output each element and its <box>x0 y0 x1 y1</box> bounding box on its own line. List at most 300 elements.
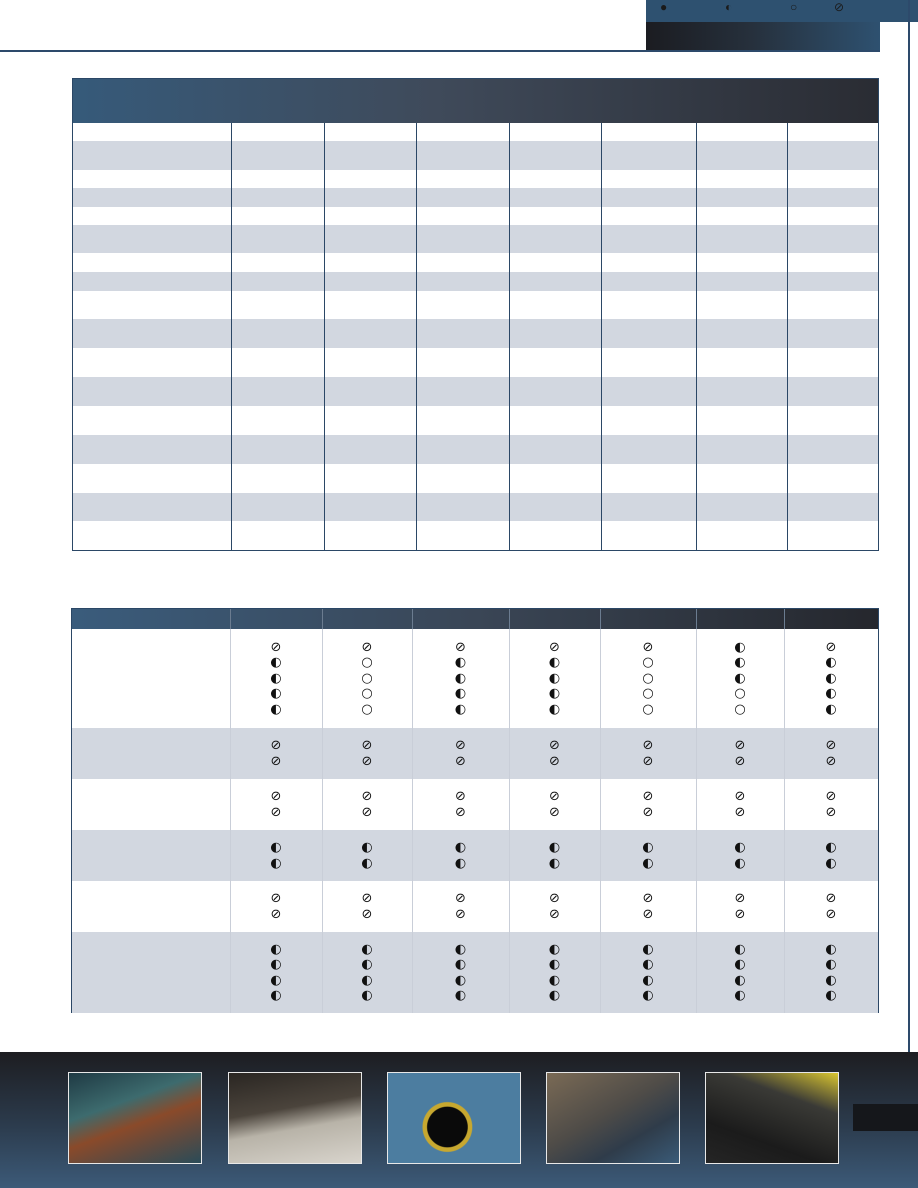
header-cell <box>324 79 416 123</box>
header-divider <box>696 609 697 629</box>
half-circle-icon: ◐ <box>548 957 561 972</box>
column-divider <box>600 629 601 1013</box>
empty-circle-icon: ○ <box>361 670 373 686</box>
empty-circle-icon: ○ <box>790 0 798 14</box>
table-row <box>73 435 878 464</box>
table-cell <box>231 253 324 272</box>
half-circle-icon: ◐ <box>270 686 282 702</box>
table-cell <box>787 253 878 272</box>
compatibility-row <box>72 881 878 932</box>
table-row <box>73 493 878 521</box>
table-cell <box>696 207 787 225</box>
compatibility-table-header <box>72 609 878 629</box>
compatibility-row <box>72 779 878 830</box>
half-circle-icon: ◐ <box>734 855 746 871</box>
table-row <box>73 406 878 435</box>
half-circle-icon: ◐ <box>270 701 282 717</box>
compatibility-row <box>72 728 878 779</box>
table-cell <box>509 493 601 521</box>
rating-cell <box>695 789 785 820</box>
table-cell <box>787 435 878 464</box>
table-cell <box>509 406 601 435</box>
not-recommended-icon: ⊘ <box>834 0 845 14</box>
table-cell <box>509 348 601 377</box>
header-divider <box>230 609 231 629</box>
table-cell <box>231 141 324 170</box>
table-cell <box>509 377 601 406</box>
not-recommended-icon: ⊘ <box>549 906 560 922</box>
half-circle-icon: ◐ <box>454 701 467 717</box>
half-circle-icon: ◐ <box>825 701 837 717</box>
rating-cell <box>322 640 412 718</box>
header-cell <box>696 79 787 123</box>
half-circle-icon: ◐ <box>825 988 837 1003</box>
table-cell <box>231 291 324 319</box>
table-cell <box>696 291 787 319</box>
table-cell <box>509 141 601 170</box>
table-cell <box>73 170 231 188</box>
table-cell <box>416 291 509 319</box>
rating-cell <box>786 840 876 871</box>
table-cell <box>696 464 787 493</box>
table-cell <box>601 272 696 291</box>
photo-metal-seam <box>68 1072 202 1164</box>
table-cell <box>231 123 324 141</box>
table-cell <box>696 123 787 141</box>
footer-photo-strip <box>0 1052 918 1188</box>
table-cell <box>416 188 509 207</box>
rating-cell <box>416 789 506 820</box>
half-circle-icon: ◐ <box>454 670 467 686</box>
table-cell <box>73 493 231 521</box>
column-divider <box>412 629 413 1013</box>
half-circle-icon: ◐ <box>825 840 837 855</box>
half-circle-icon: ◐ <box>454 655 467 671</box>
table-cell <box>324 291 416 319</box>
empty-circle-icon: ○ <box>361 655 373 671</box>
table-cell <box>787 123 878 141</box>
half-circle-icon: ◐ <box>270 957 282 972</box>
header-bar <box>646 22 880 50</box>
table-row <box>73 123 878 141</box>
rating-cell <box>231 738 321 769</box>
table-cell <box>231 319 324 348</box>
table-cell <box>324 348 416 377</box>
empty-circle-icon: ○ <box>734 701 746 717</box>
header-cell <box>73 79 231 123</box>
table-cell <box>696 493 787 521</box>
table-cell <box>231 348 324 377</box>
table-cell <box>73 464 231 493</box>
rating-cell <box>510 942 600 1004</box>
table-cell <box>601 123 696 141</box>
table-cell <box>416 272 509 291</box>
table-row <box>73 319 878 348</box>
not-recommended-icon: ⊘ <box>825 891 837 906</box>
half-circle-icon: ◐ <box>642 957 654 972</box>
table-cell <box>787 188 878 207</box>
table-cell <box>416 435 509 464</box>
rating-cell <box>695 942 785 1004</box>
table-cell <box>416 319 509 348</box>
column-divider <box>784 629 785 1013</box>
rating-cell <box>510 891 600 922</box>
table-cell <box>73 291 231 319</box>
not-recommended-icon: ⊘ <box>361 753 373 769</box>
header-divider <box>600 609 601 629</box>
half-circle-icon: ◐ <box>454 686 467 702</box>
table-cell <box>324 123 416 141</box>
table-cell <box>787 319 878 348</box>
empty-circle-icon: ○ <box>642 686 654 702</box>
table-cell <box>324 435 416 464</box>
table-cell <box>416 141 509 170</box>
table-cell <box>696 188 787 207</box>
not-recommended-icon: ⊘ <box>361 738 373 753</box>
not-recommended-icon: ⊘ <box>734 906 746 922</box>
half-circle-icon: ◐ <box>361 840 373 855</box>
rating-cell <box>786 738 876 769</box>
compatibility-table <box>71 608 879 1013</box>
table-cell <box>73 225 231 253</box>
rating-cell <box>231 891 321 922</box>
rating-cell <box>416 640 506 718</box>
table-cell <box>416 207 509 225</box>
compatibility-row <box>72 830 878 881</box>
empty-circle-icon: ○ <box>642 670 654 686</box>
half-circle-icon: ◐ <box>454 941 467 957</box>
table-cell <box>324 253 416 272</box>
half-circle-icon: ◐ <box>642 855 654 871</box>
not-recommended-icon: ⊘ <box>642 753 654 769</box>
not-recommended-icon: ⊘ <box>270 753 282 769</box>
table-cell <box>416 253 509 272</box>
table-cell <box>509 319 601 348</box>
column-divider <box>231 123 232 550</box>
rating-cell <box>322 789 412 820</box>
table-cell <box>324 319 416 348</box>
half-circle-icon: ◐ <box>454 972 467 988</box>
not-recommended-icon: ⊘ <box>361 804 373 820</box>
not-recommended-icon: ⊘ <box>455 753 466 769</box>
half-circle-icon: ◐ <box>270 655 282 671</box>
table-cell <box>509 435 601 464</box>
table-cell <box>324 464 416 493</box>
not-recommended-icon: ⊘ <box>642 639 654 655</box>
half-circle-icon: ◐ <box>825 972 837 988</box>
half-circle-icon: ◐ <box>734 941 746 957</box>
table-cell <box>696 348 787 377</box>
photo-caulk-gun <box>228 1072 362 1164</box>
table-cell <box>231 170 324 188</box>
table-cell <box>231 225 324 253</box>
table-cell <box>696 319 787 348</box>
half-circle-icon: ◐ <box>361 957 373 972</box>
table-cell <box>787 225 878 253</box>
table-cell <box>509 170 601 188</box>
not-recommended-icon: ⊘ <box>549 639 560 655</box>
table-cell <box>601 493 696 521</box>
column-divider <box>787 123 788 550</box>
not-recommended-icon: ⊘ <box>825 639 837 655</box>
half-circle-icon: ◐ <box>642 840 654 855</box>
half-circle-icon: ◐ <box>734 639 746 655</box>
table-cell <box>231 207 324 225</box>
not-recommended-icon: ⊘ <box>455 639 466 655</box>
table-row <box>73 291 878 319</box>
table-cell <box>696 225 787 253</box>
specifications-table <box>72 78 879 551</box>
not-recommended-icon: ⊘ <box>549 753 560 769</box>
rating-cell <box>695 738 785 769</box>
not-recommended-icon: ⊘ <box>549 804 560 820</box>
table-cell <box>231 464 324 493</box>
table-cell <box>231 377 324 406</box>
half-circle-icon: ◐ <box>361 988 373 1003</box>
column-divider <box>601 123 602 550</box>
rating-cell <box>231 942 321 1004</box>
header-tab <box>646 0 918 22</box>
table-cell <box>324 493 416 521</box>
table-cell <box>324 272 416 291</box>
not-recommended-icon: ⊘ <box>734 891 746 906</box>
rating-cell <box>695 891 785 922</box>
table-cell <box>509 291 601 319</box>
table-cell <box>324 207 416 225</box>
half-circle-icon: ◐ <box>548 670 561 686</box>
right-rail <box>908 0 910 1114</box>
half-circle-icon: ◐ <box>825 941 837 957</box>
table-cell <box>787 141 878 170</box>
table-cell <box>601 170 696 188</box>
rating-cell <box>786 891 876 922</box>
not-recommended-icon: ⊘ <box>734 738 746 753</box>
half-circle-icon: ◐ <box>454 855 467 871</box>
table-row <box>73 464 878 493</box>
table-cell <box>787 291 878 319</box>
not-recommended-icon: ⊘ <box>642 738 654 753</box>
half-circle-icon: ◐ <box>454 988 467 1003</box>
half-circle-icon: ◐ <box>825 855 837 871</box>
not-recommended-icon: ⊘ <box>455 891 466 906</box>
table-cell <box>324 406 416 435</box>
table-cell <box>73 253 231 272</box>
not-recommended-icon: ⊘ <box>734 804 746 820</box>
not-recommended-icon: ⊘ <box>270 738 282 753</box>
rating-cell <box>322 942 412 1004</box>
table-cell <box>509 464 601 493</box>
half-circle-icon: ◐ <box>454 957 467 972</box>
table-cell <box>601 253 696 272</box>
table-row <box>73 207 878 225</box>
table-cell <box>696 435 787 464</box>
not-recommended-icon: ⊘ <box>825 753 837 769</box>
not-recommended-icon: ⊘ <box>361 789 373 804</box>
table-cell <box>73 377 231 406</box>
rating-cell <box>695 640 785 718</box>
table-cell <box>601 319 696 348</box>
column-divider <box>509 629 510 1013</box>
not-recommended-icon: ⊘ <box>642 906 654 922</box>
column-divider <box>509 123 510 550</box>
half-circle-icon: ◐ <box>270 855 282 871</box>
not-recommended-icon: ⊘ <box>455 789 466 804</box>
table-row <box>73 188 878 207</box>
header-cell <box>416 79 509 123</box>
header-cell <box>787 79 878 123</box>
table-cell <box>416 493 509 521</box>
table-cell <box>231 272 324 291</box>
compatibility-row <box>72 932 878 1013</box>
table-row <box>73 170 878 188</box>
photo-brush-application <box>705 1072 839 1164</box>
table-cell <box>601 207 696 225</box>
half-circle-icon: ◐ <box>825 957 837 972</box>
table-cell <box>787 272 878 291</box>
table-cell <box>787 348 878 377</box>
not-recommended-icon: ⊘ <box>642 789 654 804</box>
table-cell <box>509 207 601 225</box>
half-circle-icon: ◐ <box>548 972 561 988</box>
table-cell <box>324 170 416 188</box>
table-cell <box>787 406 878 435</box>
table-row <box>73 253 878 272</box>
table-cell <box>696 406 787 435</box>
rating-cell <box>322 891 412 922</box>
not-recommended-icon: ⊘ <box>825 789 837 804</box>
photo-drain-sealing <box>387 1072 521 1164</box>
header-cell <box>231 79 324 123</box>
not-recommended-icon: ⊘ <box>642 804 654 820</box>
table-row <box>73 348 878 377</box>
table-cell <box>509 123 601 141</box>
table-cell <box>787 464 878 493</box>
table-cell <box>601 225 696 253</box>
not-recommended-icon: ⊘ <box>825 738 837 753</box>
not-recommended-icon: ⊘ <box>734 789 746 804</box>
table-cell <box>601 141 696 170</box>
table-cell <box>787 493 878 521</box>
rating-cell <box>510 738 600 769</box>
table-cell <box>73 207 231 225</box>
half-circle-icon: ◐ <box>454 840 467 855</box>
table-cell <box>73 123 231 141</box>
rating-cell <box>603 738 693 769</box>
table-cell <box>324 225 416 253</box>
half-circle-icon: ◐ <box>548 686 561 702</box>
half-circle-icon: ◐ <box>270 988 282 1003</box>
half-circle-icon: ◐ <box>270 941 282 957</box>
not-recommended-icon: ⊘ <box>361 891 373 906</box>
table-cell <box>509 225 601 253</box>
header-divider <box>322 609 323 629</box>
table-cell <box>416 123 509 141</box>
table-cell <box>696 377 787 406</box>
header-divider <box>509 609 510 629</box>
not-recommended-icon: ⊘ <box>549 891 560 906</box>
table-cell <box>787 207 878 225</box>
empty-circle-icon: ○ <box>361 686 373 702</box>
not-recommended-icon: ⊘ <box>825 804 837 820</box>
half-circle-icon: ◐ <box>734 655 746 671</box>
rating-cell <box>416 840 506 871</box>
photo-trowel-application <box>546 1072 680 1164</box>
table-cell <box>696 141 787 170</box>
not-recommended-icon: ⊘ <box>825 906 837 922</box>
not-recommended-icon: ⊘ <box>734 753 746 769</box>
not-recommended-icon: ⊘ <box>455 738 466 753</box>
table-cell <box>601 348 696 377</box>
not-recommended-icon: ⊘ <box>455 906 466 922</box>
table-cell <box>416 348 509 377</box>
header-cell <box>509 79 601 123</box>
table-row <box>73 272 878 291</box>
half-circle-icon: ◐ <box>725 0 733 14</box>
table-cell <box>696 272 787 291</box>
table-cell <box>416 464 509 493</box>
table-cell <box>73 348 231 377</box>
header-divider <box>412 609 413 629</box>
column-divider <box>696 629 697 1013</box>
rating-cell <box>510 789 600 820</box>
rating-cell <box>416 738 506 769</box>
column-divider <box>324 123 325 550</box>
column-divider <box>230 629 231 1013</box>
table-cell <box>601 464 696 493</box>
table-cell <box>509 253 601 272</box>
filled-circle-icon: ● <box>660 0 668 14</box>
rating-cell <box>510 840 600 871</box>
table-cell <box>601 291 696 319</box>
table-cell <box>509 272 601 291</box>
table-cell <box>231 435 324 464</box>
half-circle-icon: ◐ <box>642 988 654 1003</box>
not-recommended-icon: ⊘ <box>455 804 466 820</box>
half-circle-icon: ◐ <box>548 941 561 957</box>
empty-circle-icon: ○ <box>642 655 654 671</box>
half-circle-icon: ◐ <box>548 840 561 855</box>
half-circle-icon: ◐ <box>548 855 561 871</box>
table-cell <box>324 141 416 170</box>
table-row <box>73 377 878 406</box>
rating-cell <box>603 891 693 922</box>
not-recommended-icon: ⊘ <box>270 891 282 906</box>
not-recommended-icon: ⊘ <box>361 639 373 655</box>
half-circle-icon: ◐ <box>548 701 561 717</box>
rating-cell <box>786 942 876 1004</box>
table-cell <box>601 188 696 207</box>
rating-cell <box>322 840 412 871</box>
empty-circle-icon: ○ <box>361 701 373 717</box>
table-cell <box>231 406 324 435</box>
not-recommended-icon: ⊘ <box>549 789 560 804</box>
table-cell <box>696 170 787 188</box>
half-circle-icon: ◐ <box>734 988 746 1003</box>
not-recommended-icon: ⊘ <box>270 804 282 820</box>
not-recommended-icon: ⊘ <box>549 738 560 753</box>
table-cell <box>416 170 509 188</box>
half-circle-icon: ◐ <box>270 840 282 855</box>
table-cell <box>601 406 696 435</box>
table-cell <box>601 435 696 464</box>
table-cell <box>696 253 787 272</box>
rating-cell <box>231 840 321 871</box>
table-cell <box>324 188 416 207</box>
column-divider <box>322 629 323 1013</box>
table-cell <box>601 377 696 406</box>
page-number-tab <box>853 1104 918 1131</box>
not-recommended-icon: ⊘ <box>361 906 373 922</box>
